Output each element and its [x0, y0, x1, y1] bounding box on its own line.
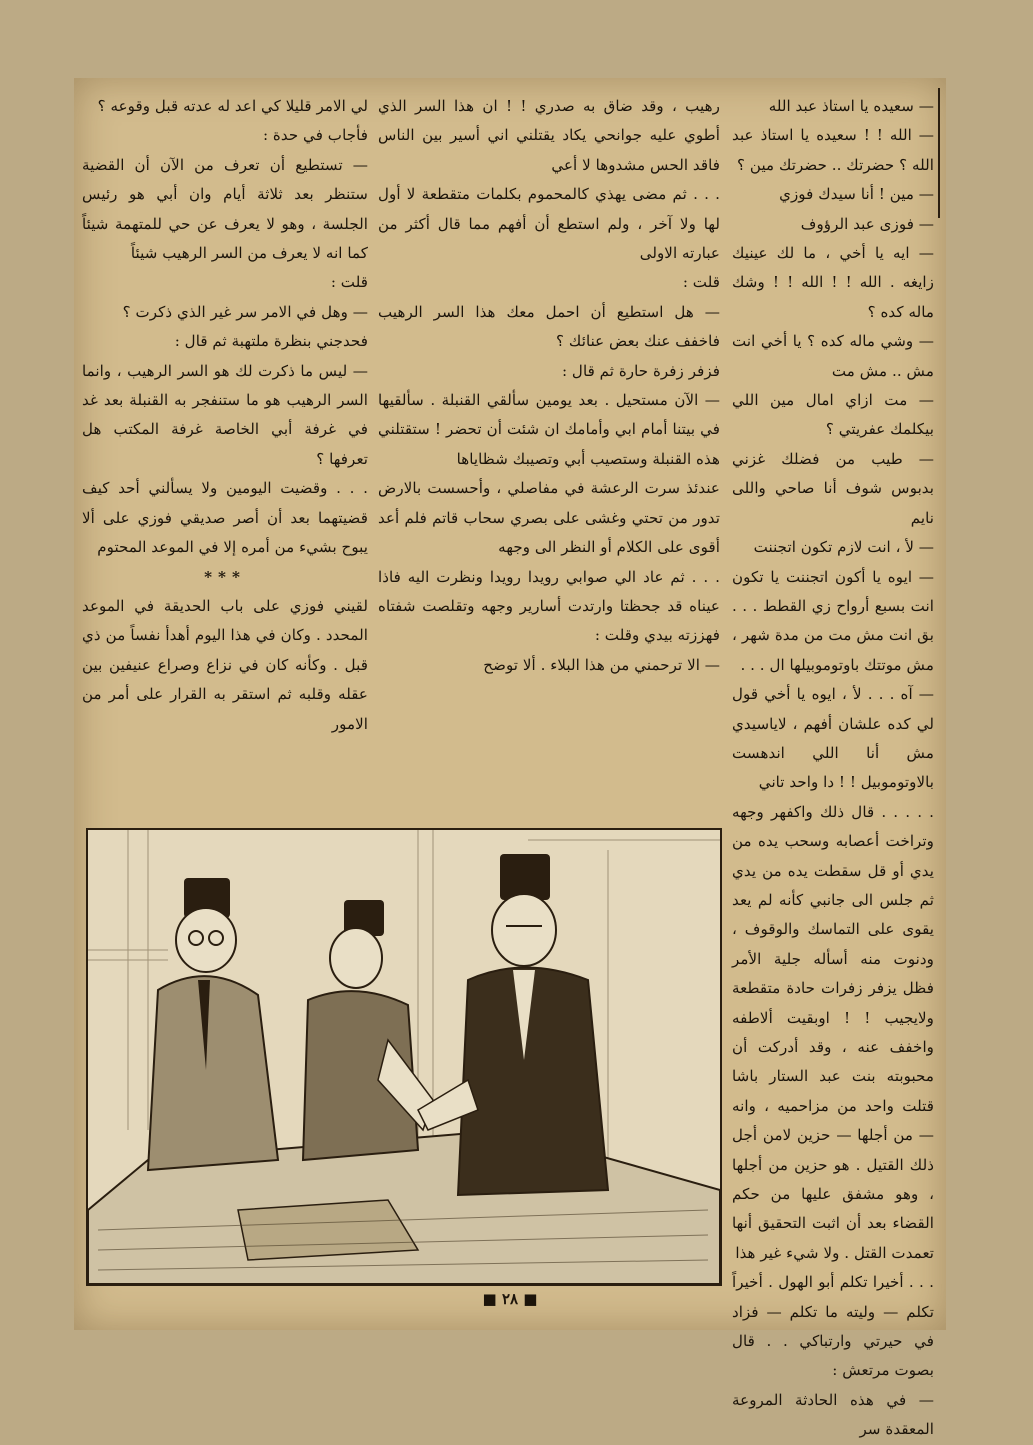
paragraph: — ايوه يا أكون اتجننت يا تكون انت بسبع أرواح زي القطط . . . بق انت مش مت من مدة شهر ، مش موتتك باوتوموبيلها ال . . . [732, 567, 934, 674]
paragraph: — آه . . . لأ ، ايوه يا أخي قول لي كده علشان أفهم ، لاياسيدي مش أنا اللي اندهست بالاوتوموبيل ! ! دا واحد تاني [732, 685, 934, 792]
text-column-left [82, 92, 368, 828]
paragraph: — ليس ما ذكرت لك هو السر الرهيب ، وانما السر الرهيب هو ما ستنفجر به القنبلة بعد غد في غرفة أبي الخاصة غرفة المكتب هل تعرفها ؟ [82, 361, 368, 468]
paragraph: — الله ! ! سعيده يا استاذ عبد الله ؟ حضرتك .. حضرتك مين ؟ [732, 126, 934, 174]
paragraph: — سعيده يا استاذ عبد الله [768, 97, 934, 115]
paragraph: . . . ثم مضى يهذي كالمحموم بكلمات متقطعة لا أول لها ولا آخر ، ولم استطع أن أفهم مما قال أكثر من عبارته الاولى [378, 185, 720, 263]
sketch-three-men-in-fez [88, 830, 720, 1284]
paragraph: — وهل في الامر سر غير الذي ذكرت ؟ [122, 302, 368, 321]
paragraph: فزفر زفرة حارة ثم قال : [561, 361, 720, 380]
paragraph: — لأ ، انت لازم تكون اتجننت [753, 538, 934, 557]
magazine-page [74, 78, 946, 1439]
paragraph: قلت : [682, 273, 720, 292]
paragraph: — تستطيع أن تعرف من الآن أن القضية ستنظر بعد ثلاثة أيام وان أبي هو رئيس الجلسة ، وهو لا يعرف عن حي للمتهمة شيئاً كما انه لا يعرف من السر الرهيب شيئاً [82, 155, 368, 263]
paragraph: — فوزى عبد الرؤوف [800, 214, 934, 233]
paragraph: لي الامر قليلا كي اعد له عدته قبل وقوعه ؟ [97, 97, 368, 115]
paragraph: — الا ترحمني من هذا البلاء . ألا توضح [483, 655, 720, 674]
illustration [86, 828, 722, 1286]
paragraph: — ايه يا أخي ، ما لك عينيك زايغه . الله ! ! الله ! ! وشك ماله كده ؟ [732, 244, 934, 321]
page-number: ■ ٢٨ ■ [482, 1290, 538, 1308]
paragraph: فحدجني بنظرة ملتهبة ثم قال : [174, 332, 368, 351]
paragraph: . . . . . قال ذلك واكفهر وجهه وتراخت أعصابه وسحب يده من يدي أو قل سقطت يده من يدي ثم جلس الى جانبي كأنه لم يعد يقوى على التماسك والوقوف ، ودنوت منه أسأله جلية الأمر فظل يزفر زفرات حادة متقطعة ولايجيب ! ! اوبقيت ألاطفه واخفف عنه ، وقد أدركت أن محبوبته بنت عبد الستار باشا قتلت واحد من مزاحميه ، وانه — من أجلها — حزين لامن أجل ذلك القتيل . هو حزين من أجلها ، وهو مشفق عليها من حكم القضاء بعد أن اثبت التحقيق أنها تعمدت القتل . ولا شيء غير هذا [732, 802, 934, 1262]
section-separator: *** [204, 567, 246, 586]
paragraph: — هل استطيع أن احمل معك هذا السر الرهيب فاخفف عنك بعض عنائك ؟ [378, 302, 720, 351]
paragraph: قلت : [330, 273, 368, 292]
paragraph: لقيني فوزي على باب الحديقة في الموعد المحدد . وكان في هذا اليوم أهدأ نفساً من ذي قبل . وكأنه كان في نزاع وصراع عنيفين بين عقله وقلبه ثم استقر به القرار على أمر من الامور [82, 596, 368, 733]
paragraph: . . . أخيرا تكلم أبو الهول . أخيراً تكلم — وليته ما تكلم — فزاد في حيرتي وارتباكي . . قال بصوت مرتعش : [732, 1273, 934, 1380]
paragraph: رهيب ، وقد ضاق به صدري ! ! ان هذا السر الذي أطوي عليه جوانحي يكاد يقتلني اني أسير بين الناس فاقد الحس مشدوها لا أعي [378, 97, 720, 174]
text-column-right [732, 92, 934, 1439]
paragraph: عندئذ سرت الرعشة في مفاصلي ، وأحسست بالارض تدور من تحتي وغشى على بصري سحاب قاتم فلم أعد أقوى على الكلام أو النظر الى وجهه [378, 479, 720, 557]
column-rule [938, 88, 940, 218]
paragraph: — مت ازاي امال مين اللي بيكلمك عفريتي ؟ [732, 391, 934, 439]
paragraph: — وشي ماله كده ؟ يا أخي انت مش .. مش مت [732, 332, 934, 380]
text-column-middle [378, 92, 720, 828]
paragraph: — طيب من فضلك غزني بدبوس شوف أنا صاحي واللى نايم [732, 449, 934, 527]
paragraph: . . . وقضيت اليومين ولا يسألني أحد كيف قضيتهما بعد أن أصر صديقي فوزي على ألا يبوح بشيء من أمره إلا في الموعد المحتوم [82, 479, 368, 557]
paragraph: . . . ثم عاد الي صوابي رويدا رويدا ونظرت اليه فاذا عيناه قد جحظتا وارتدت أسارير وجهه وتقلصت شفتاه فهززته بيدي وقلت : [378, 567, 720, 645]
paragraph: — الآن مستحيل . بعد يومين سألقي القنبلة . سألقيها في بيتنا أمام ابي وأمامك ان شئت أن تحضر ! ستقتلني هذه القنبلة وستصيب أبي وتصيبك شظاياها [378, 391, 720, 468]
paragraph: فأجاب في حدة : [262, 126, 368, 145]
paragraph: — في هذه الحادثة المروعة المعقدة سر [732, 1390, 934, 1439]
paragraph: — مين ! أنا سيدك فوزي [779, 185, 934, 204]
